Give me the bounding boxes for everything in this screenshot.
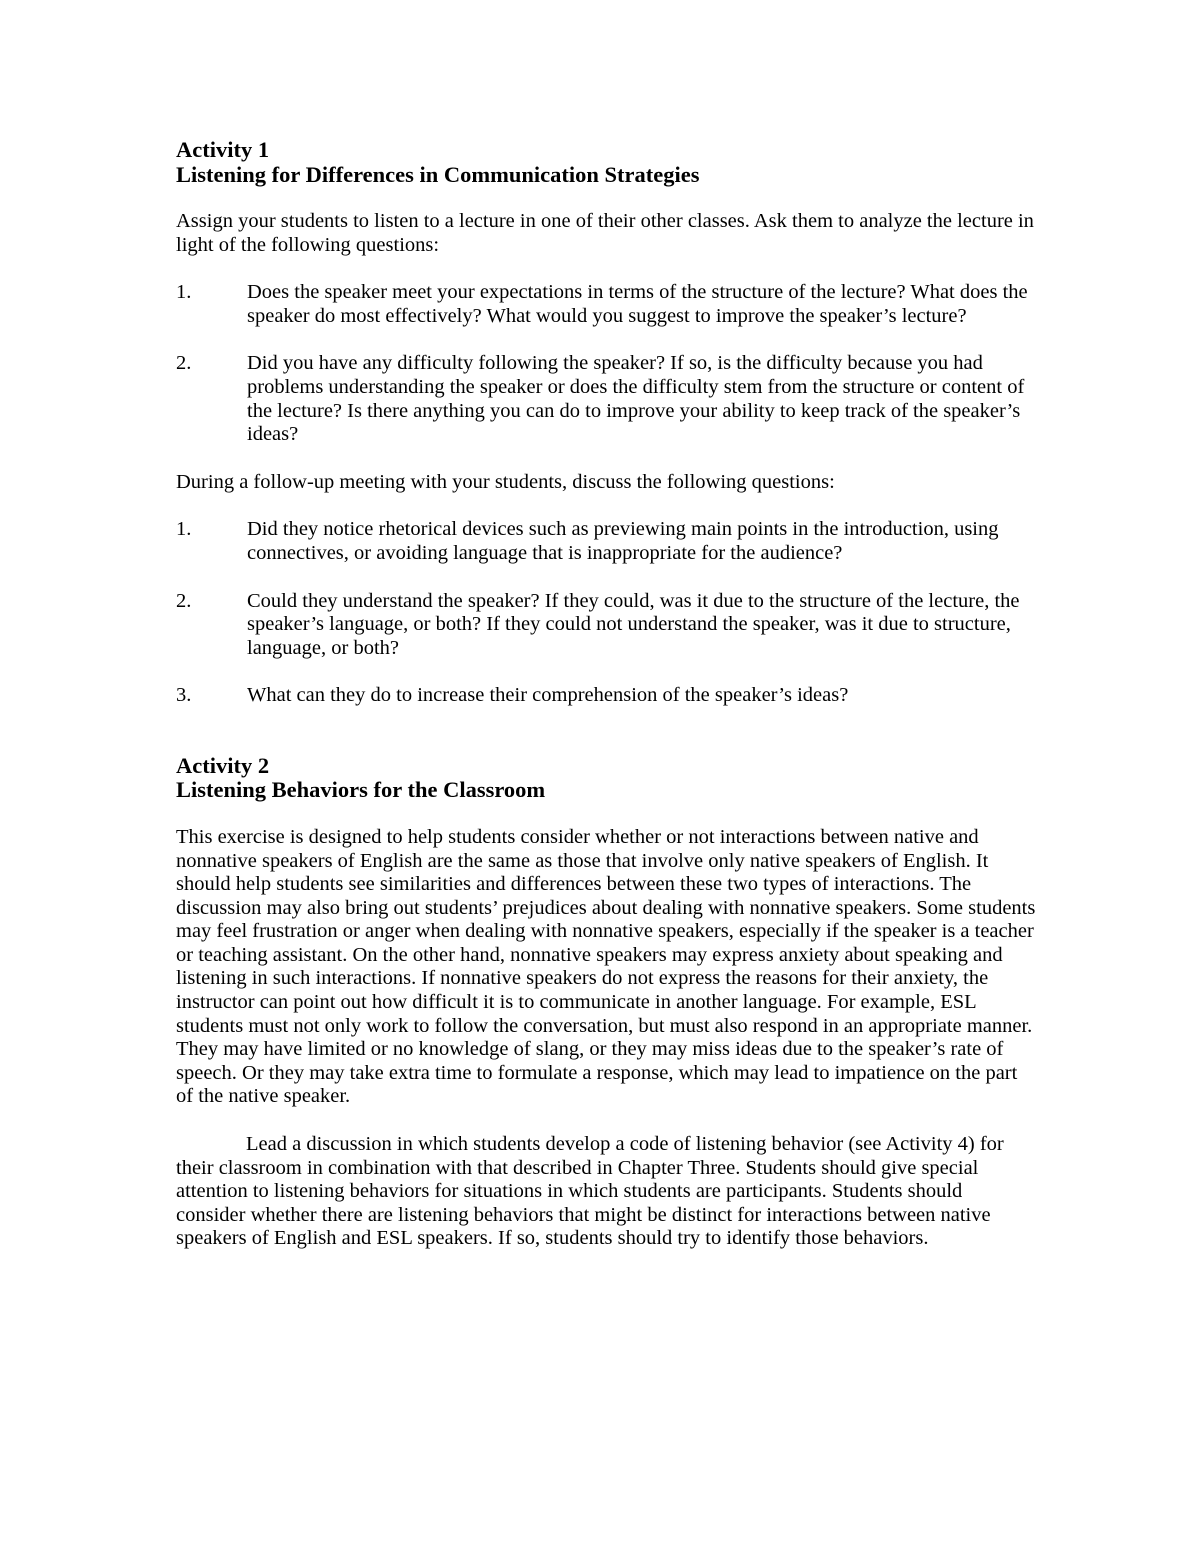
activity-1-label: Activity 1 [176,137,270,162]
list-item-text: What can they do to increase their comprehension of the speaker’s ideas? [247,684,849,707]
activity-1-intro: Assign your students to listen to a lecture in one of their other classes. Ask them to analyze the lecture in light of the following questions: [176,210,1034,256]
list-item-number: 1. [176,281,192,304]
list-item-number: 3. [176,684,192,707]
list-item-text: Could they understand the speaker? If they could, was it due to the structure of the lecture, the speaker’s language, or both? If they could not understand the speaker, was it due to structure, language, or both? [247,589,1020,659]
activity-2-paragraph-1: This exercise is designed to help students consider whether or not interactions between native and nonnative speakers of English are the same as those that involve only native speakers of English. It should help students see similarities and differences between these two types of interactions. The discussion may also bring out students’ prejudices about dealing with nonnative speakers. Some students may feel frustration or anger when dealing with nonnative speakers, especially if the speaker is a teacher or teaching assistant. On the other hand, nonnative speakers may express anxiety about speaking and listening in such interactions. If nonnative speakers do not express the reasons for their anxiety, the instructor can point out how difficult it is to communicate in another language. For example, ESL students must not only work to follow the conversation, but must also respond in an appropriate manner. They may have limited or no knowledge of slang, or they may miss ideas due to the speaker’s rate of speech. Or they may take extra time to formulate a response, which may lead to impatience on the part of the native speaker. [176,825,1036,1108]
activity-1-title: Listening for Differences in Communication Strategies [176,161,700,187]
list-item-number: 2. [176,352,192,375]
list-item-text: Did you have any difficulty following the speaker? If so, is the difficulty because you had problems understanding the speaker or does the difficulty stem from the structure or content of the lecture? Is there anything you can do to improve your ability to keep track of the speaker’s ideas? [247,352,1025,446]
activity-2-label: Activity 2 [176,752,270,778]
activity-1-question-list [176,281,1036,447]
list-item [176,518,1036,565]
list-item [176,684,1036,708]
activity-2-title: Listening Behaviors for the Classroom [176,777,546,803]
activity-1-heading [176,138,1036,187]
activity-2-heading [176,754,1036,803]
activity-1-followup-list [176,518,1036,708]
activity-1-followup-intro: During a follow-up meeting with your students, discuss the following questions: [176,470,835,493]
document-page [176,138,1036,1275]
list-item [176,590,1036,661]
list-item-number: 2. [176,589,192,612]
list-item [176,281,1036,328]
list-item [176,352,1036,446]
list-item-text: Does the speaker meet your expectations in terms of the structure of the lecture? What does the speaker do most effectively? What would you suggest to improve the speaker’s lecture? [247,281,1028,327]
list-item-text: Did they notice rhetorical devices such as previewing main points in the introduction, using connectives, or avoiding language that is inappropriate for the audience? [247,518,999,564]
list-item-number: 1. [176,518,192,541]
activity-2-paragraph-2: Lead a discussion in which students develop a code of listening behavior (see Activity 4) for their classroom in combination with that described in Chapter Three. Students should give special attention to listening behaviors for situations in which students are participants. Students should consider whether there are listening behaviors that might be distinct for interactions between native speakers of English and ESL speakers. If so, students should try to identify those behaviors. [176,1133,1004,1250]
